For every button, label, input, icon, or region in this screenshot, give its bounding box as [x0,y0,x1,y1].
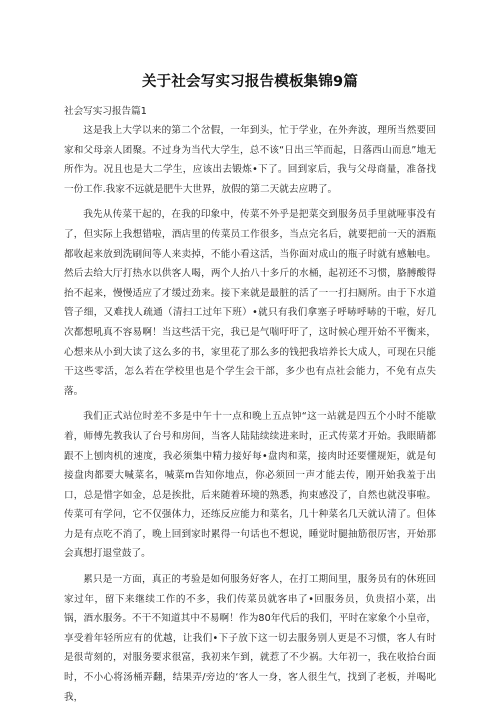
document-title: 关于社会写实习报告模板集锦9篇 [141,74,359,90]
paragraph: 这是我上大学以来的第二个岔假，一年到头，忙于学业，在外奔波，理所当然要回家和父母亲人团聚。不过身为当代大学生，总不该“日出三竿而起，日落西山而息”地无所作为。况且也是大二学生，应该出去锻炼•下了。回到家后，我与父母商量，准备找一份工作.我家不远就是肥牛大世界，放假的第二天就去应聘了。 [64,125,436,195]
paragraph: 累只是一方面，真正的考验是如何服务好客人，在打工期间里，服务员有的休班回家过年，留下来继续工作的不多，我们传菜员就客串了•回服务员，负贵招小菜，出锅，酒水服务。不干不知道其中不易啊！作为80年代后的我们，平时在家象个小皇帝，享受着年轻所应有的优越，让我们•下子放下这一切去服务别人更是不习惯，客人有时是很苛刻的，对服务要求很富，我初来乍到，就惹了不少祸。大年初一，我在收拾台面时，不小心将汤桶弄翻，结果弄/旁边的‘客人一身，客人很生气，找到了老板，并喝叱我， [64,574,436,703]
paragraph: 我们正式站位时差不多是中午十一点和晚上五点钟“这一站就是四五个小时不能歇着，师傅先教我认了台号和房间，当客人陆陆续续进来时，正式传菜才开始。我眼睛都跟不上刨肉机的速度，我必须集中精力接好每•盘肉和菜，接肉时还要懂规矩，就是旬接盘肉都要大喊菜名，喊菜m告知你地点，你必须回一声才能去传，刚开始我羞于出口，总是惜字如金，总是挨批，后来随着环境的熟悉，拘束感没了，自然也就没事啦。传菜可有学问，它不仅强体力，还练反应能力和菜名，几十种菜名几天就认清了。但体力是有点吃不消了，晚上回到家时累得一句话也不想说，睡觉时腿抽筋很厉害，开始那会真想打退堂鼓了。 [64,411,436,560]
section-heading: 社会写实习报告篇1 [64,106,147,117]
paragraph: 我先从传菜干起的，在我的印象中，传菜不外乎是把菜交到服务员手里就哑事没有了，但实际上我想错啦，酒店里的传菜员工作很多，当点完名后，就要把前一天的酒瓶都收起来放到洗刷间等人来卖掉，不能小看这活，当你面对成山的瓶子时就有感触电。然后去给大厅打热水以供客人喝，两个人抬八十多斤的水桶，起初还不习惯，胳膊酸得抬不起来，慢慢适应了才缓过劲来。接下来就是最脏的活了一一打扫厕所。由于下水道管子细，又难找人疏通（清扫工过年下班）•就只有我们拿塞子呼哧呼哧的干啦，好几次都想吼真不容易啊！当这些活干完，我已是气喘吁吁了，这时候心理开始不平衡来，心想来从小到大读了这么多的书，家里花了那么多的钱把我培养长大成人，可现在只能干这些零活，怎么若在学校里也是个学生会干部，多少也有点社会能力，不免有点失落。 [64,209,436,397]
